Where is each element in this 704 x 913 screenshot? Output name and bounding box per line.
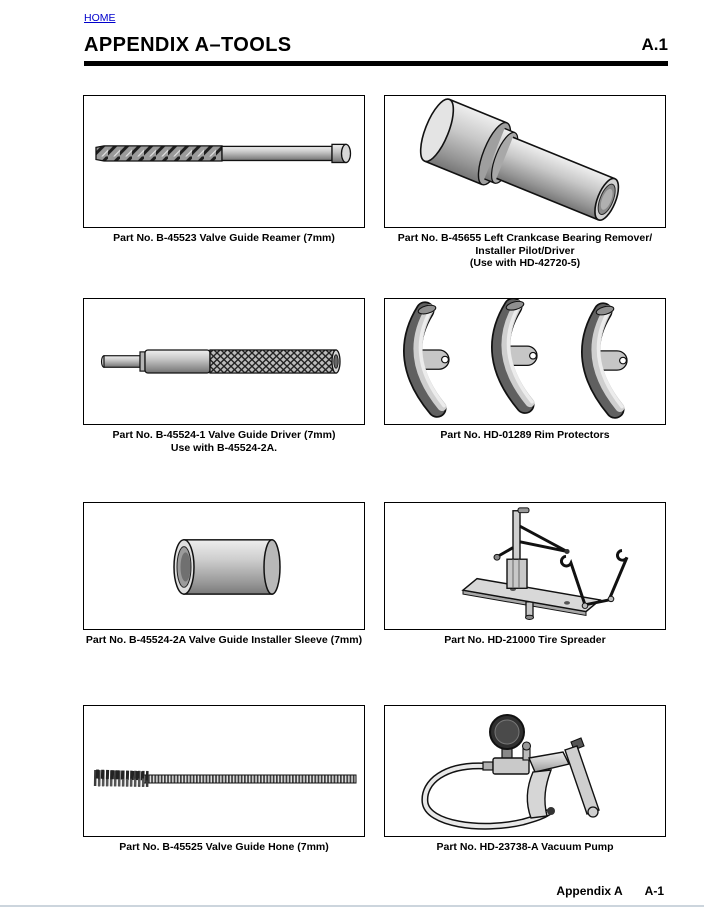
tool-cell-valve-guide-driver xyxy=(83,298,365,454)
tool-illustration-box xyxy=(83,298,365,425)
tire-spreader-illustration xyxy=(385,503,665,629)
page-edge-line xyxy=(0,905,704,907)
footer-section: Appendix A xyxy=(556,884,623,898)
tool-caption xyxy=(83,841,365,854)
valve-guide-reamer-illustration xyxy=(84,96,364,227)
caption-line: Part No. B-45523 Valve Guide Reamer (7mm) xyxy=(113,232,335,244)
caption-line: Installer Pilot/Driver xyxy=(475,244,575,257)
tool-illustration-box xyxy=(384,502,666,630)
caption-line: Part No. B-45655 Left Crankcase Bearing Remover/ xyxy=(397,232,653,244)
tool-caption xyxy=(83,232,365,245)
footer-page-number: A-1 xyxy=(644,884,664,898)
tool-caption xyxy=(384,634,666,647)
caption-line: (Use with HD-42720-5) xyxy=(469,257,581,269)
tool-caption xyxy=(384,232,666,270)
installer-sleeve-illustration xyxy=(84,503,364,629)
tool-caption xyxy=(384,429,666,442)
tool-cell-valve-guide-hone xyxy=(83,705,365,854)
valve-guide-hone-illustration xyxy=(84,706,364,836)
tool-illustration-box xyxy=(384,705,666,837)
tool-illustration-box xyxy=(83,705,365,837)
page-title: APPENDIX A–TOOLS xyxy=(84,34,292,56)
caption-line: Part No. HD-01289 Rim Protectors xyxy=(440,429,610,441)
caption-line: Use with B-45524-2A. xyxy=(170,441,278,454)
tool-cell-installer-sleeve xyxy=(83,502,365,647)
page-ref: A.1 xyxy=(641,35,668,54)
tool-illustration-box xyxy=(384,95,666,228)
tool-cell-bearing-remover-installer xyxy=(384,95,666,270)
tool-illustration-box xyxy=(384,298,666,425)
caption-line: Part No. B-45525 Valve Guide Hone (7mm) xyxy=(119,841,329,853)
tool-illustration-box xyxy=(83,502,365,630)
tool-cell-rim-protectors xyxy=(384,298,666,442)
vacuum-pump-illustration xyxy=(385,706,665,836)
tool-caption xyxy=(83,429,365,454)
caption-line: Part No. HD-23738-A Vacuum Pump xyxy=(436,841,614,853)
caption-line: Part No. HD-21000 Tire Spreader xyxy=(444,634,606,646)
tool-caption xyxy=(384,841,666,854)
home-link[interactable]: HOME xyxy=(84,12,116,24)
page-footer xyxy=(556,884,664,898)
title-rule xyxy=(84,61,668,66)
bearing-remover-installer-illustration xyxy=(385,96,665,227)
tool-cell-tire-spreader xyxy=(384,502,666,647)
rim-protectors-illustration xyxy=(385,299,665,424)
caption-line: Part No. B-45524-2A Valve Guide Installer Sleeve (7mm) xyxy=(85,634,363,646)
tool-cell-vacuum-pump xyxy=(384,705,666,854)
tool-illustration-box xyxy=(83,95,365,228)
tool-caption xyxy=(83,634,365,647)
tool-cell-valve-guide-reamer xyxy=(83,95,365,245)
caption-line: Part No. B-45524-1 Valve Guide Driver (7mm) xyxy=(112,429,336,441)
title-row xyxy=(84,33,668,57)
valve-guide-driver-illustration xyxy=(84,299,364,424)
